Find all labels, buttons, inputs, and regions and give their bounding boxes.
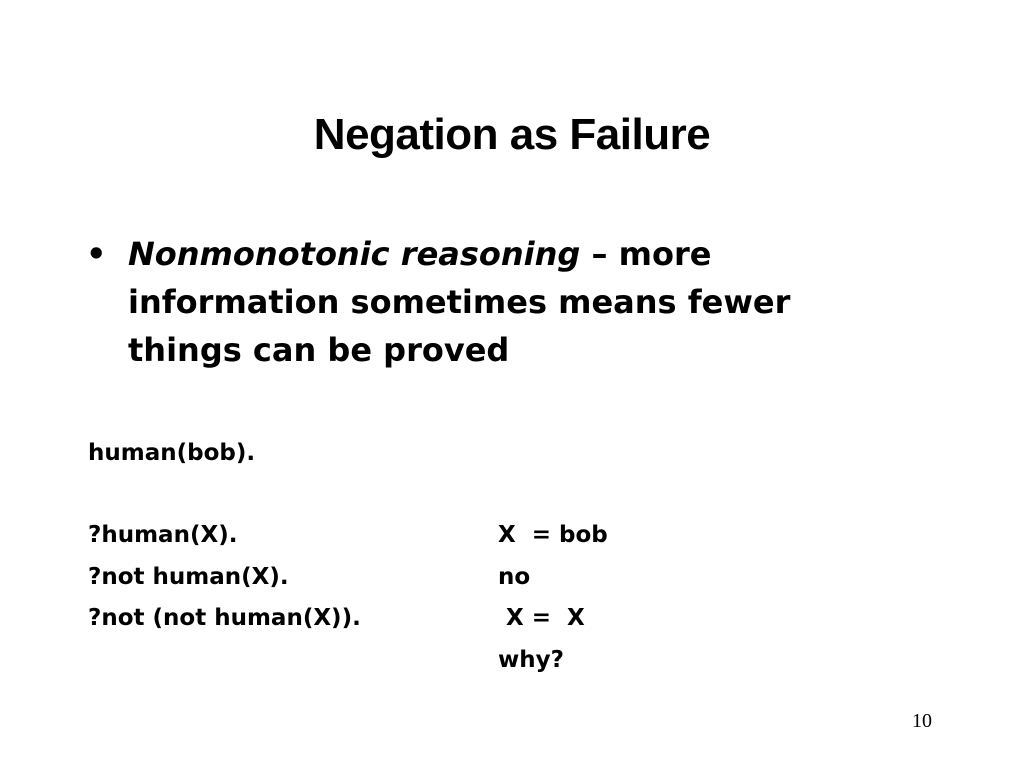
bullet-text: [128, 230, 846, 374]
page-number: 10: [912, 710, 932, 732]
bullet-rest: – more information sometimes means fewer things can be proved: [128, 235, 791, 369]
extra-answer: why?: [498, 647, 564, 673]
answer-3: X = X: [498, 605, 585, 631]
slide-title: Negation as Failure: [313, 110, 711, 159]
query-2: ?not human(X).: [88, 564, 289, 590]
answer-2: no: [498, 564, 531, 590]
bullet-emphasis: Nonmonotonic reasoning: [128, 235, 581, 273]
bullet-marker: •: [86, 235, 107, 273]
answer-1: X = bob: [498, 522, 608, 548]
query-3: ?not (not human(X)).: [88, 605, 361, 631]
bullet-point: [86, 230, 846, 374]
fact-line: human(bob).: [88, 440, 256, 466]
query-1: ?human(X).: [88, 522, 238, 548]
